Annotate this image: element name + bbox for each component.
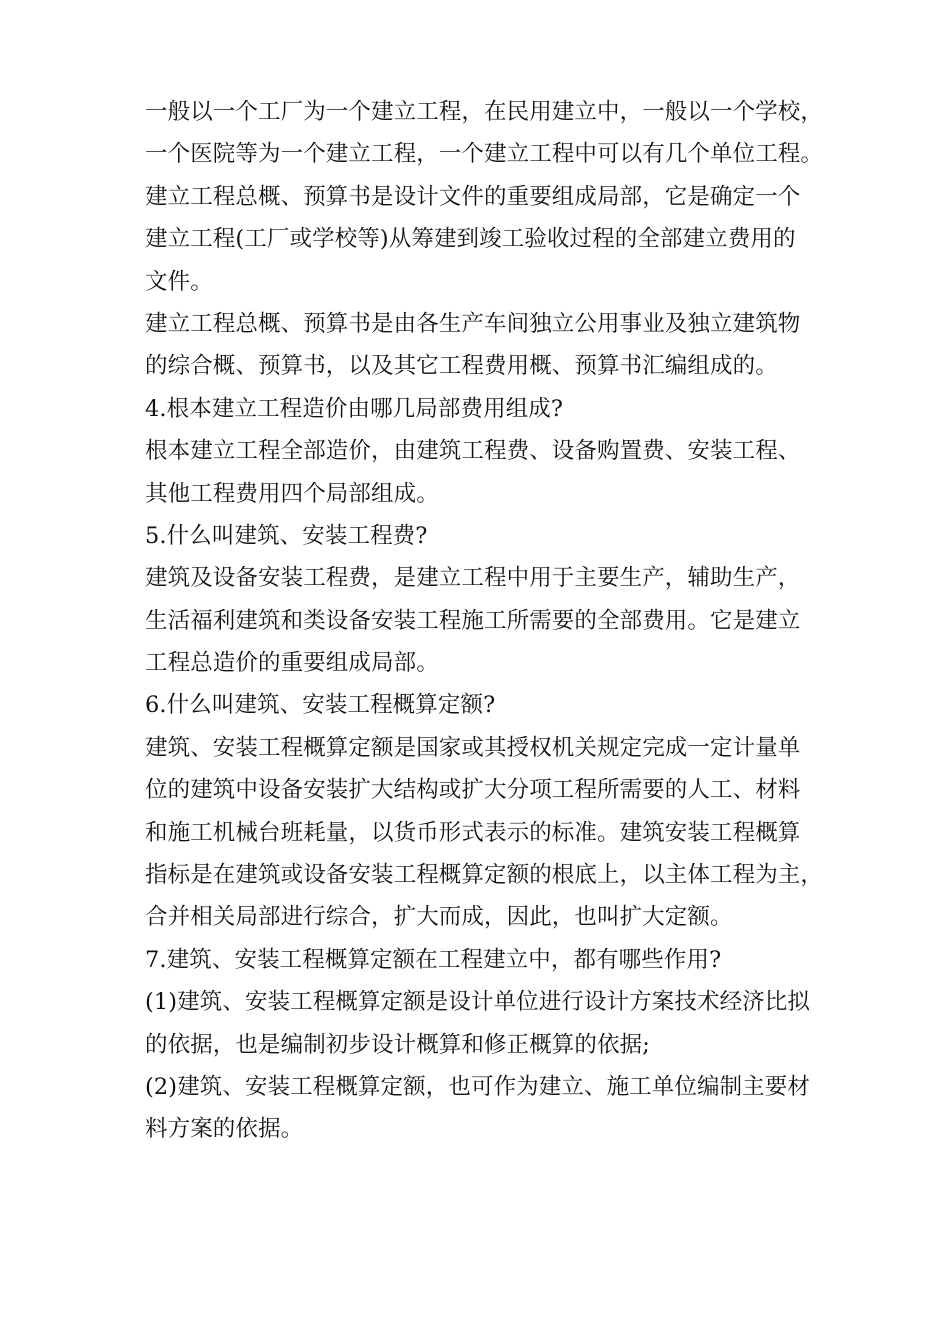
question-4: 4.根本建立工程造价由哪几局部费用组成? [145,395,564,422]
text-line-5: 文件。 [145,268,213,295]
text-line-2: 一个医院等为一个建立工程，一个建立工程中可以有几个单位工程。 [145,141,824,168]
text-line-25: 料方案的依据。 [145,1116,304,1143]
text-line-19: 指标是在建筑或设备安装工程概算定额的根底上，以主体工程为主， [145,862,824,889]
text-line-3: 建立工程总概、预算书是设计文件的重要组成局部，它是确定一个 [145,183,801,210]
text-line-14: 工程总造价的重要组成局部。 [145,650,439,677]
text-line-16: 建筑、安装工程概算定额是国家或其授权机关规定完成一定计量单 [145,734,801,761]
text-line-4: 建立工程(工厂或学校等)从筹建到竣工验收过程的全部建立费用的 [145,226,796,253]
text-line-17: 位的建筑中设备安装扩大结构或扩大分项工程所需要的人工、材料 [145,777,801,804]
question-7: 7.建筑、安装工程概算定额在工程建立中，都有哪些作用? [145,946,722,973]
text-line-20: 合并相关局部进行综合，扩大而成，因此，也叫扩大定额。 [145,904,733,931]
text-line-9: 根本建立工程全部造价，由建筑工程费、设备购置费、安装工程、 [145,438,801,465]
document-body [145,91,824,1151]
text-line-13: 生活福利建筑和类设备安装工程施工所需要的全部费用。它是建立 [145,607,801,634]
text-line-7: 的综合概、预算书，以及其它工程费用概、预算书汇编组成的。 [145,353,778,380]
question-6: 6.什么叫建筑、安装工程概算定额? [145,692,496,719]
text-line-24: (2)建筑、安装工程概算定额，也可作为建立、施工单位编制主要材 [145,1073,810,1100]
text-line-23: 的依据，也是编制初步设计概算和修正概算的依据; [145,1031,650,1058]
text-line-6: 建立工程总概、预算书是由各生产车间独立公用事业及独立建筑物 [145,310,801,337]
question-5: 5.什么叫建筑、安装工程费? [145,522,428,549]
text-line-22: (1)建筑、安装工程概算定额是设计单位进行设计方案技术经济比拟 [145,989,810,1016]
text-line-10: 其他工程费用四个局部组成。 [145,480,439,507]
text-line-12: 建筑及设备安装工程费，是建立工程中用于主要生产，辅助生产， [145,565,801,592]
text-line-18: 和施工机械台班耗量，以货币形式表示的标准。建筑安装工程概算 [145,819,801,846]
text-line-1: 一般以一个工厂为一个建立工程，在民用建立中，一般以一个学校， [145,99,824,125]
